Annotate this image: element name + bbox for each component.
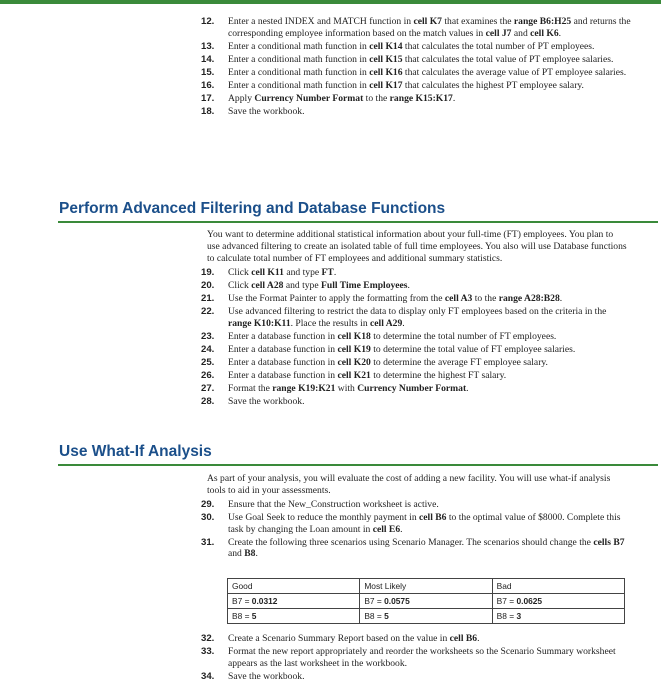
step-emphasis: cell A3 <box>444 293 473 305</box>
scenario-table <box>227 578 625 624</box>
top-accent-bar <box>0 0 661 4</box>
step-text: . Place the results in <box>290 317 371 329</box>
step-emphasis: FT <box>321 267 334 278</box>
step-number: 26. <box>201 370 215 382</box>
step-item <box>201 357 631 369</box>
step-emphasis: Currency Number Format <box>254 93 364 105</box>
step-number: 24. <box>201 344 215 356</box>
step-text: Use the Format Painter to apply the formatting from the <box>228 293 445 305</box>
step-text: . <box>558 27 562 39</box>
step-number: 22. <box>201 306 215 318</box>
scenario-b8-cell: B8 = 5 <box>228 609 360 624</box>
step-item <box>201 80 631 92</box>
step-text: Enter a conditional math function in <box>228 40 370 52</box>
section-divider <box>58 221 658 223</box>
section-heading-what-if: Use What-If Analysis <box>59 443 212 460</box>
step-emphasis: cell K16 <box>369 66 403 78</box>
step-item <box>201 646 631 669</box>
step-text: to determine the average FT employee salary. <box>370 357 548 369</box>
section-intro-advanced-filtering: You want to determine additional statistical information about your full-time (FT) employees. You plan to use advanced filtering to create an isolated table of full time employees. You also will use Database functions to calculate total number of FT employees and additional summary statistics. <box>207 229 627 264</box>
step-emphasis: range B6:H25 <box>513 16 572 27</box>
step-item <box>201 671 631 683</box>
step-emphasis: cell A29 <box>370 317 403 329</box>
step-number: 14. <box>201 53 215 65</box>
step-emphasis: cells B7 <box>593 536 625 548</box>
step-text: that calculates the highest PT employee salary. <box>402 79 584 91</box>
step-text: Click <box>228 280 252 292</box>
step-emphasis: cell K7 <box>413 16 442 27</box>
step-text: and <box>511 27 531 39</box>
step-number: 19. <box>201 267 215 278</box>
step-number: 23. <box>201 330 215 342</box>
step-text: that calculates the total value of PT employee salaries. <box>402 53 614 65</box>
step-text: Click <box>228 267 252 278</box>
step-number: 28. <box>201 396 215 408</box>
step-text: with <box>335 383 358 395</box>
step-emphasis: range K19:K21 <box>272 383 336 395</box>
step-number: 15. <box>201 66 215 78</box>
step-number: 29. <box>201 499 215 510</box>
step-number: 33. <box>201 646 215 658</box>
step-text: . <box>466 383 469 395</box>
step-text: and <box>228 548 245 560</box>
step-text: Enter a nested INDEX and MATCH function in <box>228 16 414 27</box>
step-emphasis: cell J7 <box>485 27 512 39</box>
step-number: 30. <box>201 512 215 524</box>
step-item <box>201 512 631 535</box>
step-emphasis: Full Time Employees <box>321 280 408 292</box>
scenario-name-cell: Bad <box>492 579 624 594</box>
step-item <box>201 370 631 382</box>
scenario-b7-cell: B7 = 0.0575 <box>360 594 492 609</box>
step-emphasis: range K15:K17 <box>389 93 453 105</box>
step-item <box>201 41 631 53</box>
step-number: 32. <box>201 633 215 644</box>
step-text: and type <box>283 280 322 292</box>
step-item <box>201 344 631 356</box>
step-emphasis: cell K18 <box>337 330 371 342</box>
step-number: 27. <box>201 383 215 395</box>
step-text: that calculates the total number of PT employees. <box>402 40 595 52</box>
scenario-name-cell: Most Likely <box>360 579 492 594</box>
step-text: to determine the highest FT salary. <box>370 370 507 382</box>
step-text: Enter a conditional math function in <box>228 79 370 91</box>
scenario-name-cell: Good <box>228 579 360 594</box>
step-item <box>201 537 631 560</box>
step-emphasis: cell K11 <box>251 267 284 278</box>
step-text: to determine the total number of FT employees. <box>370 330 557 342</box>
step-text: to the <box>472 293 499 305</box>
step-emphasis: cell K19 <box>337 344 371 356</box>
step-text: Create a Scenario Summary Report based on the value in <box>228 633 450 644</box>
step-text: Enter a database function in <box>228 344 338 356</box>
steps-list-top <box>201 16 631 119</box>
step-item <box>201 280 631 292</box>
table-row <box>228 579 625 594</box>
step-emphasis: cell K17 <box>369 79 403 91</box>
step-item <box>201 383 631 395</box>
step-text: to determine the total value of FT employee salaries. <box>370 344 576 356</box>
scenario-b8-cell: B8 = 3 <box>492 609 624 624</box>
section-divider <box>58 464 658 466</box>
step-number: 17. <box>201 93 215 105</box>
step-number: 20. <box>201 280 215 292</box>
step-emphasis: range K10:K11 <box>228 317 291 329</box>
step-emphasis: cell K14 <box>369 40 403 52</box>
step-text: to the optimal value of $8000. Complete this task by changing the Loan amount in <box>228 512 621 535</box>
step-text: . <box>559 293 563 305</box>
step-item <box>201 331 631 343</box>
step-item <box>201 396 631 408</box>
step-emphasis: Currency Number Format <box>357 383 467 395</box>
step-text: Enter a conditional math function in <box>228 53 370 65</box>
step-text: Save the workbook. <box>228 670 305 682</box>
step-emphasis: range A28:B28 <box>498 293 560 305</box>
step-text: Format the <box>228 383 273 395</box>
step-text: Apply <box>228 93 255 105</box>
step-emphasis: cell K20 <box>337 357 371 369</box>
step-text: . <box>402 317 405 329</box>
steps-list-what-if <box>201 499 631 561</box>
step-text: and returns the corresponding employee information based on the match values in <box>228 16 631 39</box>
scenario-b7-cell: B7 = 0.0625 <box>492 594 624 609</box>
step-number: 34. <box>201 670 215 682</box>
step-text: . <box>255 548 258 560</box>
scenario-b7-cell: B7 = 0.0312 <box>228 594 360 609</box>
step-item <box>201 16 631 39</box>
step-text: Enter a database function in <box>228 357 338 369</box>
step-text: Use advanced filtering to restrict the data to display only FT employees based on the criteria in the <box>228 306 607 318</box>
step-text: Enter a database function in <box>228 370 338 382</box>
table-row <box>228 609 625 624</box>
step-emphasis: cell K6 <box>530 27 559 39</box>
step-text: Ensure that the New_Construction worksheet is active. <box>228 499 439 510</box>
step-emphasis: cell B6 <box>449 633 478 644</box>
step-text: . <box>407 280 410 292</box>
step-item <box>201 306 631 329</box>
step-text: Enter a database function in <box>228 330 338 342</box>
table-row <box>228 594 625 609</box>
step-text: . <box>477 633 480 644</box>
section-intro-what-if: As part of your analysis, you will evaluate the cost of adding a new facility. You will use what-if analysis tools to aid in your assessments. <box>207 473 611 496</box>
step-item <box>201 499 631 511</box>
step-item <box>201 633 631 645</box>
step-number: 25. <box>201 357 215 369</box>
step-emphasis: cell K21 <box>337 370 371 382</box>
step-number: 21. <box>201 293 215 305</box>
step-item <box>201 293 631 305</box>
step-item <box>201 106 631 118</box>
step-item <box>201 267 631 279</box>
step-number: 13. <box>201 40 215 52</box>
step-text: Enter a conditional math function in <box>228 66 370 78</box>
step-text: . <box>452 93 456 105</box>
step-text: Save the workbook. <box>228 106 305 118</box>
step-number: 18. <box>201 106 215 118</box>
step-text: that calculates the average value of PT employee salaries. <box>402 66 627 78</box>
step-emphasis: cell E6 <box>372 523 401 535</box>
step-text: Format the new report appropriately and reorder the worksheets so the Scenario Summary worksheet appears as the last worksheet in the workbook. <box>228 646 616 669</box>
step-item <box>201 93 631 105</box>
step-text: Use Goal Seek to reduce the monthly payment in <box>228 512 420 524</box>
step-text: to the <box>363 93 390 105</box>
step-emphasis: cell A28 <box>251 280 284 292</box>
step-emphasis: cell K15 <box>369 53 403 65</box>
step-text: that examines the <box>441 16 514 27</box>
step-emphasis: cell B6 <box>419 512 447 524</box>
scenario-b8-cell: B8 = 5 <box>360 609 492 624</box>
step-number: 12. <box>201 16 215 27</box>
step-item <box>201 67 631 79</box>
step-number: 16. <box>201 79 215 91</box>
step-number: 31. <box>201 536 215 548</box>
step-text: Create the following three scenarios using Scenario Manager. The scenarios should change the <box>228 536 594 548</box>
step-text: and type <box>283 267 322 278</box>
steps-list-scenario-report <box>201 633 631 684</box>
section-heading-advanced-filtering: Perform Advanced Filtering and Database Functions <box>59 200 446 217</box>
step-item <box>201 54 631 66</box>
steps-list-advanced-filtering <box>201 267 631 410</box>
step-text: . <box>333 267 337 278</box>
step-text: Save the workbook. <box>228 396 305 408</box>
step-emphasis: B8 <box>244 548 256 560</box>
step-text: . <box>400 523 403 535</box>
